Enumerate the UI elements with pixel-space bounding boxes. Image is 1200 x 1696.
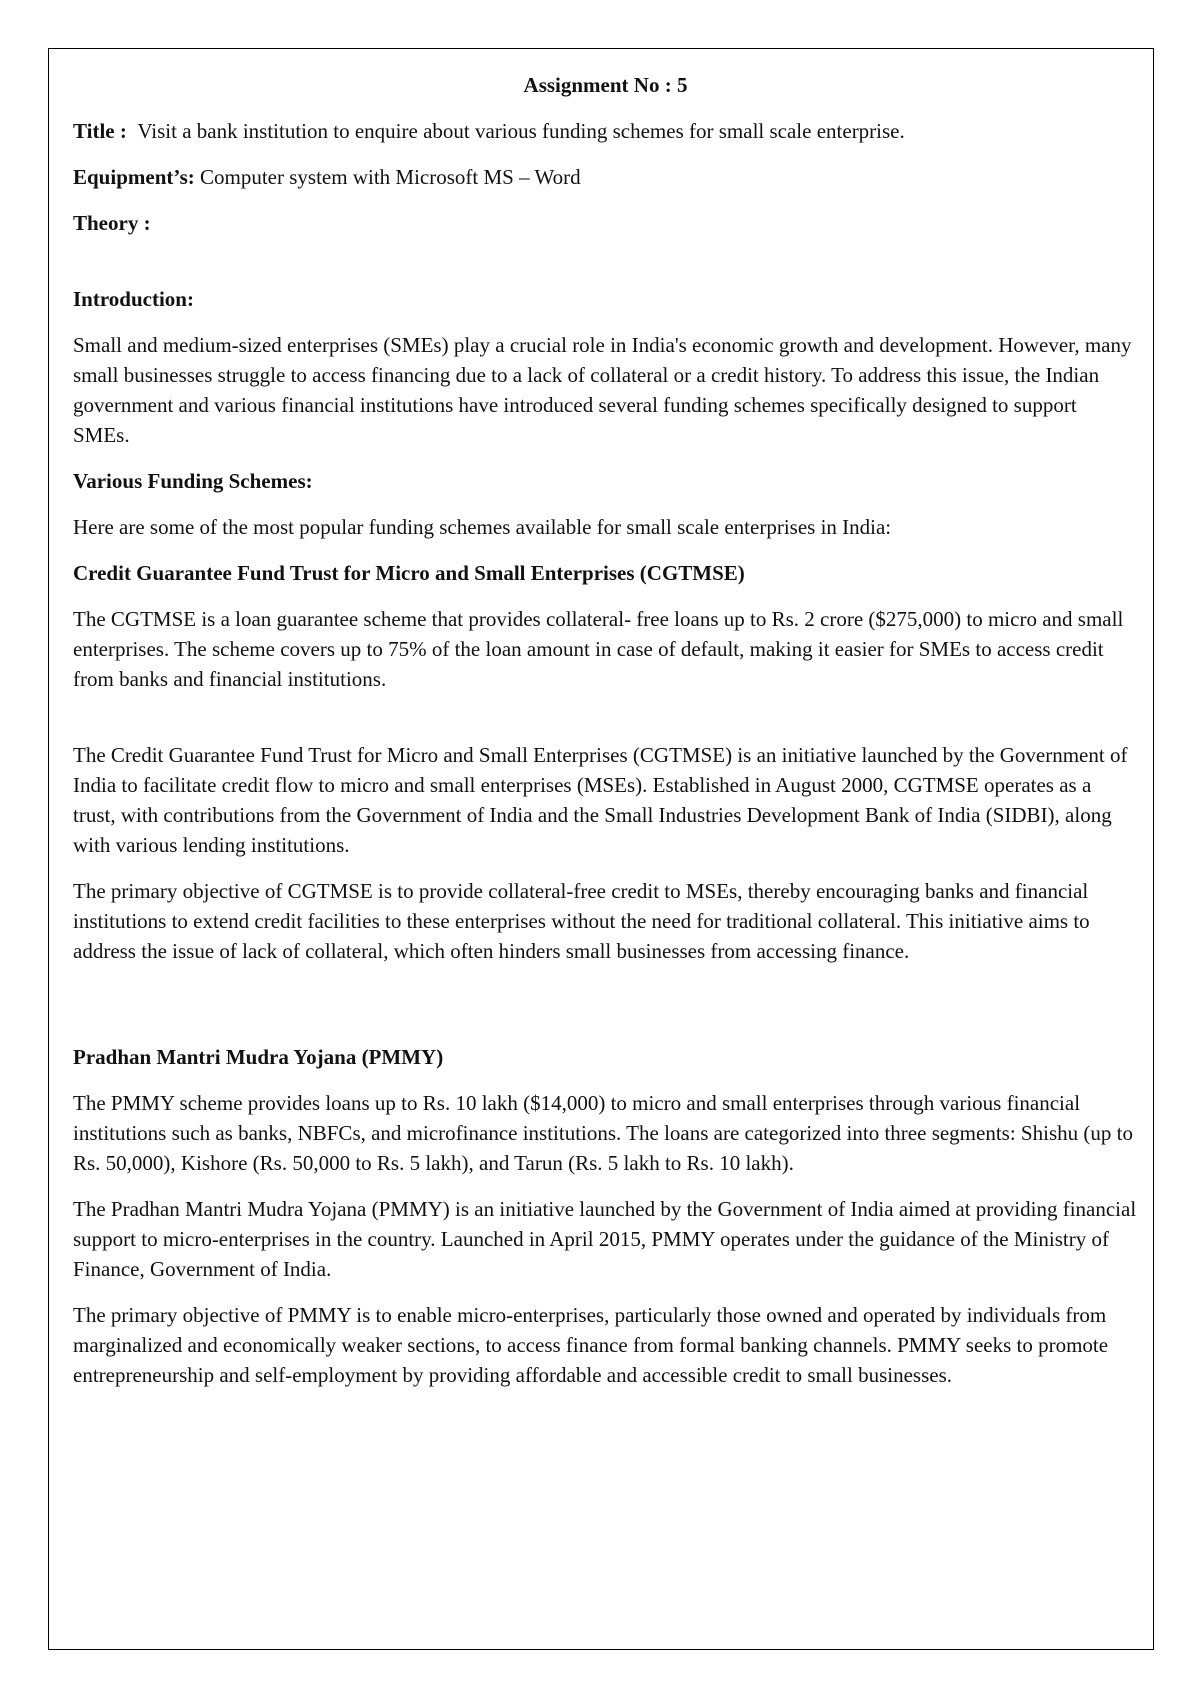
introduction-heading: Introduction: bbox=[73, 287, 194, 311]
equipment-text: Computer system with Microsoft MS – Word bbox=[200, 165, 581, 189]
title-line bbox=[73, 116, 1138, 146]
funding-heading: Various Funding Schemes: bbox=[73, 469, 313, 493]
assignment-heading: Assignment No : 5 bbox=[523, 73, 688, 97]
introduction-paragraph: Small and medium-sized enterprises (SMEs) play a crucial role in India's economic growth and development. However, many small businesses struggle to access financing due to a lack of collateral or a credit history. To address this issue, the Indian government and various financial institutions have introduced several funding schemes specifically designed to support SMEs. bbox=[73, 333, 1132, 447]
equipment-label: Equipment’s: bbox=[73, 165, 195, 189]
cgtmse-paragraph-1: The CGTMSE is a loan guarantee scheme that provides collateral- free loans up to Rs. 2 crore ($275,000) to micro and small enterprises. The scheme covers up to 75% of the loan amount in case of default, making it easier for SMEs to access credit from banks and financial institutions. bbox=[73, 607, 1124, 691]
cgtmse-paragraph-3: The primary objective of CGTMSE is to provide collateral-free credit to MSEs, thereby encouraging banks and financial institutions to extend credit facilities to these enterprises without the need for traditional collateral. This initiative aims to address the issue of lack of collateral, which often hinders small businesses from accessing finance. bbox=[73, 879, 1090, 963]
pmmy-paragraph-3: The primary objective of PMMY is to enable micro-enterprises, particularly those owned and operated by individuals from marginalized and economically weaker sections, to access finance from formal banking channels. PMMY seeks to promote entrepreneurship and self-employment by providing affordable and accessible credit to small businesses. bbox=[73, 1303, 1109, 1387]
document-body bbox=[73, 70, 1138, 1406]
pmmy-paragraph-2: The Pradhan Mantri Mudra Yojana (PMMY) is an initiative launched by the Government of India aimed at providing financial support to micro-enterprises in the country. Launched in April 2015, PMMY operates under the guidance of the Ministry of Finance, Government of India. bbox=[73, 1197, 1137, 1281]
title-label: Title : bbox=[73, 119, 127, 143]
title-text: Visit a bank institution to enquire about various funding schemes for small scale enterprise. bbox=[137, 119, 905, 143]
equipment-line bbox=[73, 162, 1138, 192]
pmmy-heading: Pradhan Mantri Mudra Yojana (PMMY) bbox=[73, 1045, 444, 1069]
cgtmse-paragraph-2: The Credit Guarantee Fund Trust for Micro and Small Enterprises (CGTMSE) is an initiative launched by the Government of India to facilitate credit flow to micro and small enterprises (MSEs). Established in August 2000, CGTMSE operates as a trust, with contributions from the Government of India and the Small Industries Development Bank of India (SIDBI), along with various lending institutions. bbox=[73, 743, 1128, 857]
funding-intro: Here are some of the most popular funding schemes available for small scale enterprises in India: bbox=[73, 515, 892, 539]
pmmy-paragraph-1: The PMMY scheme provides loans up to Rs. 10 lakh ($14,000) to micro and small enterprises through various financial institutions such as banks, NBFCs, and microfinance institutions. The loans are categorized into three segments: Shishu (up to Rs. 50,000), Kishore (Rs. 50,000 to Rs. 5 lakh), and Tarun (Rs. 5 lakh to Rs. 10 lakh). bbox=[73, 1091, 1133, 1175]
cgtmse-heading: Credit Guarantee Fund Trust for Micro and Small Enterprises (CGTMSE) bbox=[73, 561, 745, 585]
theory-label: Theory : bbox=[73, 211, 151, 235]
